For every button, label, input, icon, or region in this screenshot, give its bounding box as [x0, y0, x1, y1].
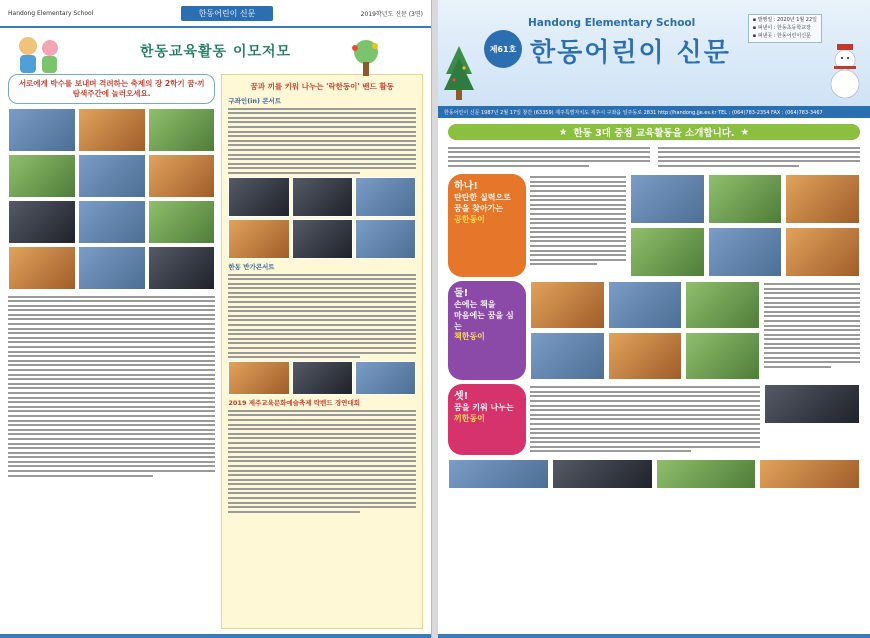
event-photo [78, 200, 146, 244]
event-photo [8, 154, 76, 198]
subheading-concert: 구좌인(in) 콘서트 [228, 97, 282, 105]
activity-photo [685, 281, 760, 329]
photo-grid [228, 361, 416, 395]
christmas-tree-icon [444, 44, 474, 102]
publishing-office: ▪ 펴낸곳 : 한동어린이신문 [752, 32, 811, 39]
newspaper-title: 한동어린이 신문 [530, 38, 731, 68]
newspaper-page-3 [0, 0, 432, 638]
event-photo [78, 154, 146, 198]
activity-section-2 [448, 281, 860, 380]
activity-name: 공한동이 [454, 214, 485, 224]
article-talent-week [8, 74, 215, 629]
masthead [438, 0, 870, 106]
header-issue: 2019학년도 신문 (3면) [360, 10, 423, 18]
band-article-title: 꿈과 끼를 키워 나누는 '락한동이' 밴드 활동 [250, 82, 394, 91]
publication-info [748, 14, 822, 43]
activity-section-3 [448, 384, 860, 456]
activity-photo [630, 227, 705, 277]
publisher: ▪ 펴낸이 : 한동초등학교장 [752, 24, 811, 31]
page-title: 한동교육활동 이모저모 [139, 44, 292, 60]
subheading-band-contest: 2019 제주교육문화예술축제 락밴드 경연대회 [228, 399, 360, 408]
activity-photo [656, 459, 757, 489]
activity-number: 둘! [454, 287, 469, 299]
issue-number-badge: 제61호 [484, 30, 522, 68]
star-icon: ★ [740, 126, 750, 138]
activity-body [530, 384, 760, 456]
activity-photos [530, 281, 760, 380]
concert-photo [292, 219, 353, 259]
event-photo [78, 108, 146, 152]
concert-photo [228, 177, 289, 217]
activity-photo [764, 384, 860, 424]
activity-tag [448, 384, 526, 456]
tree-illustration-icon [341, 38, 391, 78]
event-photo [148, 154, 216, 198]
activity-photo [630, 174, 705, 224]
concert-photo [228, 361, 289, 395]
concert-photo [355, 177, 416, 217]
activity-name: 끼한동이 [454, 413, 485, 423]
activity-section-1 [448, 174, 860, 277]
activity-body [530, 174, 626, 277]
address-bar: 한동어린이 신문 1987년 2월 17일 창간 (63359) 제주특별자치도 제주시 구좌읍 일주동로 2831 http://handong.jje.es.kr TEL : (064)783-2354 FAX : (064)783-3467 [438, 106, 870, 118]
activity-line-2: 마음에는 꿈을 심는 [454, 310, 514, 331]
star-icon: ★ [558, 126, 568, 138]
snowman-icon [828, 40, 862, 100]
activity-line-1: 탄탄한 실력으로 [454, 193, 511, 203]
activity-photo [448, 459, 549, 489]
event-photo [8, 108, 76, 152]
activity-tag [448, 174, 526, 277]
activity-number: 하나! [454, 180, 478, 192]
article-body [228, 108, 416, 174]
concert-photo [292, 361, 353, 395]
activity-line-1: 손에는 책을 [454, 300, 496, 310]
event-photo [8, 246, 76, 290]
article-band-activity [221, 74, 423, 629]
activity-number: 셋! [454, 390, 469, 402]
activity-photo [708, 227, 783, 277]
activity-line-1: 꿈을 키워 나누는 [454, 403, 514, 413]
event-photo [148, 200, 216, 244]
activity-photo [608, 281, 683, 329]
activity-tag [448, 281, 526, 380]
activity-photo [608, 332, 683, 380]
publish-date: ▪ 발행일 : 2020년 1월 22일 [752, 17, 817, 23]
character-illustration-icon [10, 28, 70, 78]
photo-grid [8, 108, 215, 290]
activity-name: 책한동이 [454, 332, 485, 342]
concert-photo [292, 177, 353, 217]
concert-photo [355, 361, 416, 395]
newspaper-front-page [438, 0, 870, 638]
article-body [228, 410, 416, 513]
event-photo [148, 246, 216, 290]
activity-photo [530, 332, 605, 380]
activity-photos [630, 174, 860, 277]
header-school-name: Handong Elementary School [8, 9, 94, 17]
activity-photo [785, 174, 860, 224]
concert-photo [228, 219, 289, 259]
activity-line-2: 꿈을 찾아가는 [454, 203, 504, 213]
photo-grid [228, 177, 416, 259]
event-photo [8, 200, 76, 244]
school-name-english: Handong Elementary School [528, 17, 696, 29]
activity-photo [530, 281, 605, 329]
bottom-photo-strip [448, 459, 860, 489]
activity-photo [785, 227, 860, 277]
activity-photos [764, 384, 860, 456]
header-title: 한동어린이 신문 [181, 6, 274, 21]
footer-rule [438, 634, 870, 638]
subheading-band-concert: 한동 반가콘서트 [228, 262, 275, 271]
article-body [228, 274, 416, 359]
activity-photo [685, 332, 760, 380]
section-title-bar [0, 28, 431, 74]
event-photo [148, 108, 216, 152]
concert-photo [355, 219, 416, 259]
feature-banner-text: 한동 3대 중점 교육활동을 소개합니다. [573, 128, 735, 139]
footer-rule [0, 634, 431, 638]
intro-paragraph [438, 144, 870, 170]
activity-photo [708, 174, 783, 224]
article-body [8, 296, 215, 477]
activity-photo [552, 459, 653, 489]
activity-body [764, 281, 860, 380]
article-headline: 서로에게 박수를 보내며 격려하는 축제의 장 2학기 꿈·끼 탐색주간에 놀러오세요. [8, 74, 215, 104]
feature-banner [448, 124, 860, 140]
event-photo [78, 246, 146, 290]
page-header [0, 0, 431, 28]
activity-photo [759, 459, 860, 489]
